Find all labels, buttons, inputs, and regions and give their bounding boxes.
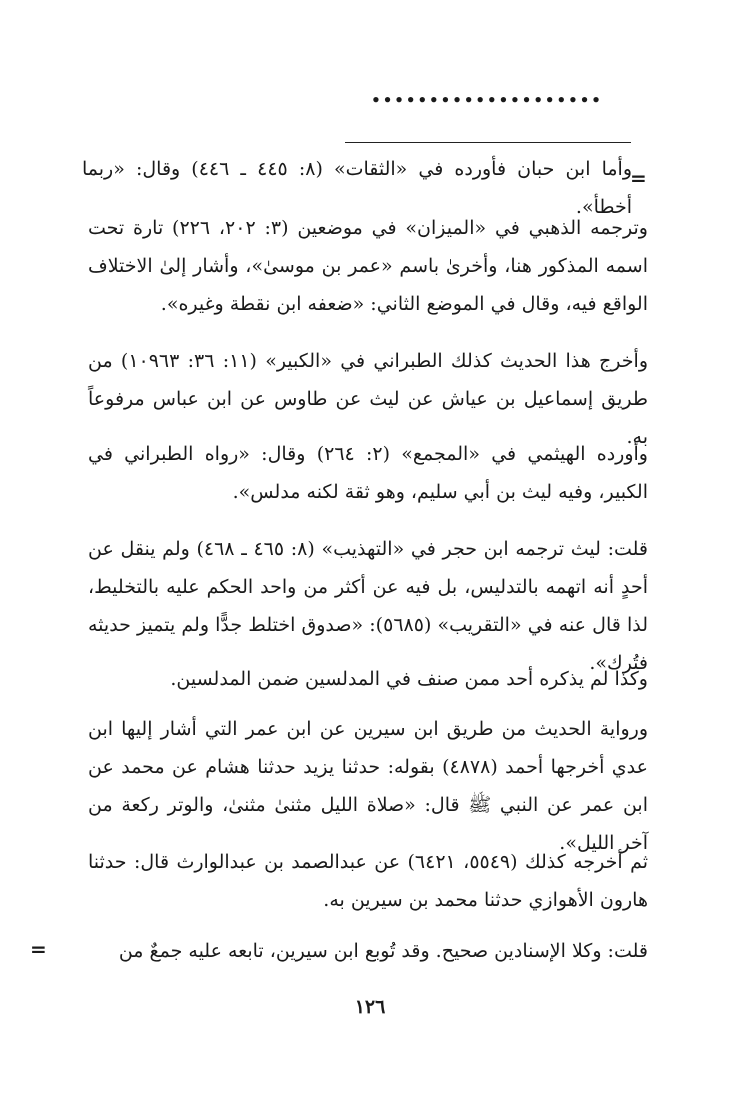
- footnote-paragraph: ثم أخرجه كذلك (٥٥٤٩، ٦٤٢١) عن عبدالصمد بن عبدالوارث قال: حدثنا هارون الأهوازي حدثنا محمد بن سيرين به.: [88, 851, 649, 911]
- footnote-separator-rule: [345, 142, 631, 143]
- footnote-paragraph: ورواية الحديث من طريق ابن سيرين عن ابن عمر التي أشار إليها ابن عدي أخرجها أحمد (٤٨٧٨) بقوله: حدثنا يزيد حدثنا هشام عن محمد عن ابن عمر عن النبي ﷺ قال: «صلاة الليل مثنىٰ مثنىٰ، والوتر ركعة من آخر الليل».: [88, 718, 648, 854]
- top-dotted-line: ••••••••••••••••••••: [371, 91, 603, 109]
- footnote-paragraph: وأورده الهيثمي في «المجمع» (٢: ٢٦٤) وقال: «رواه الطبراني في الكبير، وفيه ليث بن أبي سليم، وهو ثقة لكنه مدلس».: [88, 443, 648, 503]
- continuation-mark-end: =: [30, 937, 47, 961]
- footnote-paragraph: وأما ابن حبان فأورده في «الثقات» (٨: ٤٤٥ ـ ٤٤٦) وقال: «ربما أخطأ».: [82, 158, 632, 218]
- continuation-mark-start: =: [630, 166, 647, 190]
- footnote-paragraph: قلت: وكلا الإسنادين صحيح. وقد تُوبع ابن سيرين، تابعه عليه جمعٌ من: [118, 940, 648, 962]
- footnote-paragraph: وكذا لم يذكره أحد ممن صنف في المدلسين ضمن المدلسين.: [170, 668, 648, 690]
- footnote-paragraph: وترجمه الذهبي في «الميزان» في موضعين (٣: ٢٠٢، ٢٢٦) تارة تحت اسمه المذكور هنا، وأخرىٰ باسم «عمر بن موسىٰ»، وأشار إلىٰ الاختلاف الواقع فيه، وقال في الموضع الثاني: «ضعفه ابن نقطة وغيره».: [88, 217, 648, 315]
- footnote-paragraph: قلت: ليث ترجمه ابن حجر في «التهذيب» (٨: ٤٦٥ ـ ٤٦٨) ولم ينقل عن أحدٍ أنه اتهمه بالتدليس، بل فيه عن أكثر من واحد الحكم عليه بالتخليط، لذا قال عنه في «التقريب» (٥٦٨٥): «صدوق اختلط جدًّا ولم يتميز حديثه فتُرك».: [88, 538, 649, 674]
- page-number: ١٢٦: [354, 996, 386, 1018]
- footnote-paragraph: وأخرج هذا الحديث كذلك الطبراني في «الكبير» (١١: ٣٦: ١٠٩٦٣) من طريق إسماعيل بن عياش عن ليث عن طاوس عن ابن عباس مرفوعاً به.: [88, 350, 648, 448]
